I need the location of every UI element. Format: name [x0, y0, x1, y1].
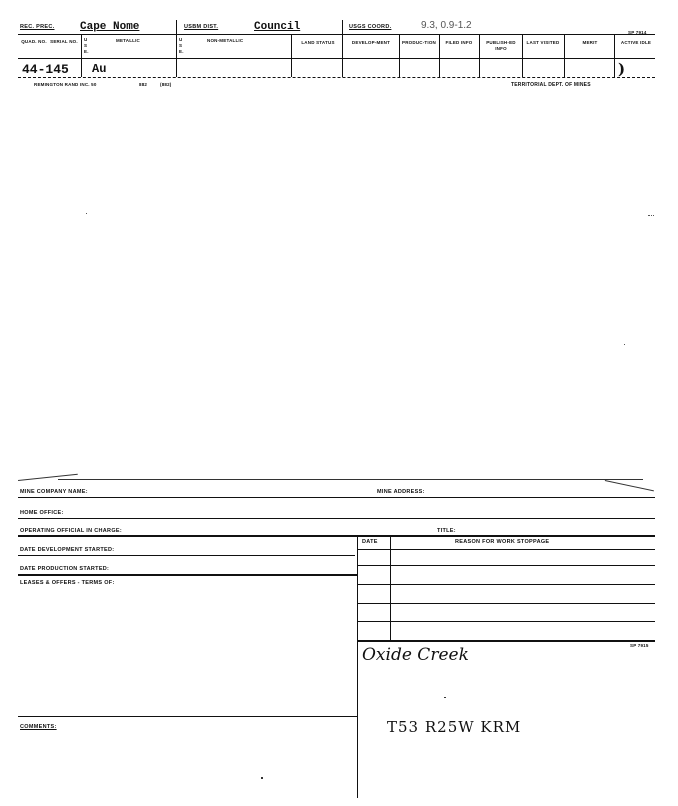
divider [390, 536, 391, 640]
divider [399, 35, 400, 77]
use-metallic-code: U S E. [84, 37, 89, 54]
divider [18, 574, 357, 576]
active-idle-header: ACTIVE IDLE [620, 40, 652, 45]
divider [58, 479, 643, 480]
non-metallic-header: NON-METALLIC [207, 38, 244, 43]
divider [176, 20, 177, 77]
divider [479, 35, 480, 77]
metallic-header: METALLIC [116, 38, 141, 43]
published-info-header: PUBLISH-ED INFO [486, 40, 516, 51]
divider [357, 565, 655, 566]
divider [18, 497, 655, 498]
filed-info-header: FILED INFO [445, 40, 473, 45]
speck [624, 344, 625, 345]
usbm-dist-value: Council [254, 21, 301, 33]
divider [522, 35, 523, 77]
printer-code: 882 [139, 82, 148, 87]
rec-prec-label: REC. PREC. [20, 24, 55, 30]
date-development-started-label: DATE DEVELOPMENT STARTED: [20, 547, 115, 553]
printer-code-alt: (882) [160, 82, 172, 87]
home-office-label: HOME OFFICE: [20, 510, 64, 516]
divider [357, 621, 655, 622]
date-production-started-label: DATE PRODUCTION STARTED: [20, 566, 110, 572]
production-header: PRODUC-TION [402, 40, 436, 45]
divider [357, 536, 358, 798]
operating-official-label: OPERATING OFFICIAL IN CHARGE: [20, 528, 122, 534]
last-visited-header: LAST VISITED [526, 40, 560, 45]
mine-company-name-label: MINE COMPANY NAME: [20, 489, 88, 495]
date-header: DATE [362, 539, 378, 545]
divider [291, 35, 292, 77]
usgs-coord-label: USGS COORD. [349, 24, 392, 30]
divider [18, 716, 357, 717]
form-number-bottom: SP 7915 [630, 643, 649, 648]
leases-offers-label: LEASES & OFFERS - TERMS OF: [20, 580, 115, 586]
land-status-header: LAND STATUS [301, 40, 335, 45]
rec-prec-value: Cape Nome [80, 21, 140, 33]
reason-for-work-stoppage-header: REASON FOR WORK STOPPAGE [455, 539, 550, 545]
divider [18, 58, 655, 59]
speck [648, 215, 654, 217]
printer-imprint: REMINGTON RAND INC. 50 [34, 82, 97, 87]
divider [18, 555, 355, 556]
quad-serial-value: 44-145 [22, 62, 69, 77]
comments-label: COMMENTS: [20, 724, 57, 730]
divider [357, 603, 655, 604]
department-imprint: TERRITORIAL DEPT. OF MINES [511, 82, 591, 88]
mine-address-label: MINE ADDRESS: [377, 489, 425, 495]
divider [18, 535, 655, 537]
speck [86, 213, 87, 214]
handwritten-location-note: Oxide Creek [362, 645, 469, 665]
serial-no-header: SERIAL NO. [50, 39, 78, 44]
divider [357, 584, 655, 585]
use-nonmetallic-code: U S E. [179, 37, 184, 54]
speck [261, 777, 263, 779]
divider [342, 20, 343, 77]
divider [18, 77, 655, 78]
speck [444, 697, 446, 698]
usbm-dist-label: USBM DIST. [184, 24, 219, 30]
quad-no-header: QUAD. NO. [21, 39, 47, 44]
merit-header: MERIT [582, 40, 598, 45]
divider [357, 549, 655, 550]
divider [18, 518, 655, 519]
divider [614, 35, 615, 77]
development-header: DEVELOP-MENT [351, 40, 391, 45]
title-label: TITLE: [437, 528, 456, 534]
divider [18, 34, 655, 35]
divider [81, 35, 82, 77]
divider [564, 35, 565, 77]
usgs-coord-value: 9.3, 0.9-1.2 [421, 20, 472, 31]
form-number-top: SP 7914 [628, 30, 647, 35]
active-idle-mark: ) [618, 60, 626, 78]
divider [357, 640, 655, 642]
divider [439, 35, 440, 77]
metallic-value: Au [92, 62, 107, 76]
handwritten-township-note: T53 R25W KRM [387, 718, 522, 736]
